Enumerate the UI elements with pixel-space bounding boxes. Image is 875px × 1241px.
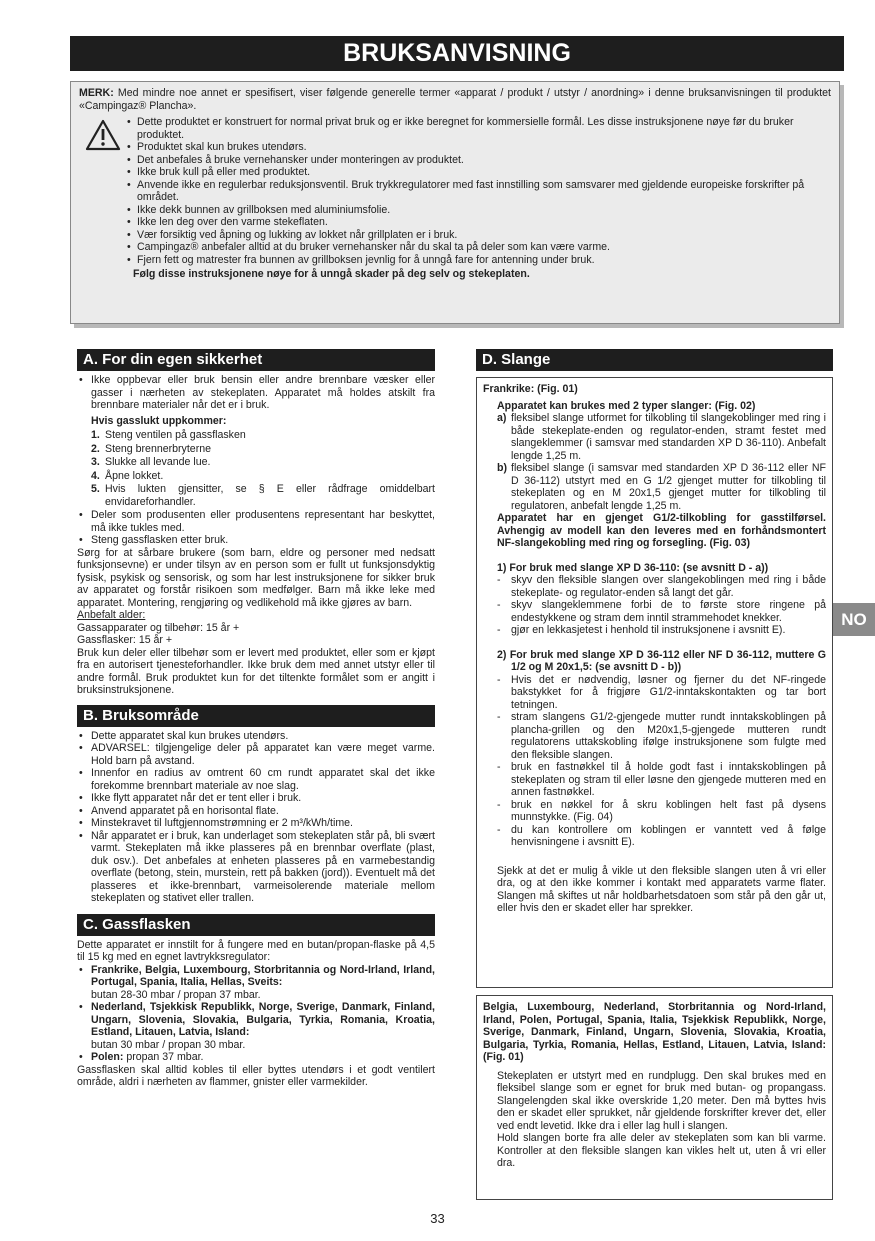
country-group-pressure: butan 30 mbar / propan 30 mbar. — [91, 1038, 246, 1051]
merk-item: • Produktet skal kun brukes utendørs. — [125, 141, 831, 154]
country-group-pressure: propan 37 mbar. — [123, 1051, 204, 1063]
section-a-heading: A. For din egen sikkerhet — [77, 349, 435, 371]
merk-item: • Det anbefales å bruke vernehansker under monteringen av produktet. — [125, 154, 831, 167]
step-text: Steng ventilen på gassflasken — [105, 429, 246, 441]
merk-item: • Ikke len deg over den varme stekeflaten. — [125, 216, 831, 229]
list-item: • Ikke flytt apparatet når det er tent eller i bruk. — [77, 792, 435, 805]
recommended-age-heading: Anbefalt alder: — [77, 609, 146, 621]
list-item: • ADVARSEL: tilgjengelige deler på apparatet kan være meget varme. Hold barn på avstand. — [77, 742, 435, 767]
section-c-heading: C. Gassflasken — [77, 914, 435, 936]
merk-notice-box — [70, 81, 840, 324]
hose-type-text: fleksibel slange utformet for tilkobling til slangekoblinger med ring i både stekeplate-enden og regulator-enden, stramt festet med slangeklemmer (i samsvar med standarden XP D 36-110). Anbefalt lengde 1,25 m. — [511, 412, 826, 462]
list-item: • Dette apparatet skal kun brukes utendørs. — [77, 730, 435, 743]
list-item: • Ikke oppbevar eller bruk bensin eller andre brennbare væsker eller gasser i nærheten av stekeplaten. Apparatet må holdes atskilt fra brennbare materialer når det er i bruk. — [77, 374, 435, 412]
thread-connection-note: Apparatet har en gjenget G1/2-tilkobling for gasstilførsel. Avhengig av modell kan den leveres med en forhåndsmontert NF-slangekobling med ring og forsegling. (Fig. 03) — [497, 512, 826, 549]
page-title: BRUKSANVISNING — [70, 36, 844, 71]
gas-smell-heading: Hvis gasslukt uppkommer: — [91, 414, 227, 427]
merk-item: • Anvende ikke en regulerbar reduksjonsventil. Bruk trykkregulatorer med fast innstilling som samsvarer med gjeldende europeiske forskrifter på området. — [125, 179, 831, 204]
merk-list — [125, 116, 831, 266]
hose-check-paragraph: Sjekk at det er mulig å vikle ut den fleksible slangen uten å vri eller dra, og at den ikke kommer i kontakt med apparatets varme flater. Slangen må skiftes ut når holdbarhetsdatoen som står på den går ut, eller hvis den er skadet eller har sprekker. — [497, 864, 826, 914]
step-text: Slukke all levande lue. — [105, 456, 211, 468]
other-countries-heading: Belgia, Luxembourg, Nederland, Storbritannia og Nord-Irland, Irland, Polen, Portugal, Spania, Italia, Tsjekkisk Republikk, Norge, Sverige, Danmark, Finland, Ungarn, Slovenia, Slovakia, Kroatia, Bulgaria, Tyrkia, Romania, Hellas, Estland, Litauen, Latvia, Island: (Fig. 01) — [483, 1001, 826, 1063]
hose-110-steps — [497, 574, 826, 637]
other-countries-paragraph-1: Stekeplaten er utstyrt med en rundplugg. Den skal brukes med en fleksibel slange som er egnet for bruk med butan- og propangass. Slangelengden skal ikke overskride 1,20 meter. Den må byttes hvis den er skadet eller sprukket, når gjeldende forskrifter krever det, eller ved endt levetid. Ikke dra i eller lag hull i slangen. — [497, 1069, 826, 1132]
cylinder-intro: Dette apparatet er innstilt for å fungere med en butan/propan-flaske på 4,5 til 15 kg med en egnet lavtrykksregulator: — [77, 938, 435, 963]
step-item — [91, 470, 435, 483]
section-d-heading: D. Slange — [476, 349, 833, 371]
warning-icon — [85, 118, 121, 152]
step-item — [91, 429, 435, 442]
hose-type-a — [497, 412, 826, 462]
list-item: - gjør en lekkasjetest i henhold til instruksjonene i avsnitt E). — [497, 624, 826, 637]
step-text: Åpne lokket. — [105, 469, 164, 482]
hose-type-label: b) — [497, 462, 507, 474]
list-item: - bruk en nøkkel for å skru koblingen helt fast på dysens munnstykke. (Fig. 04) — [497, 799, 826, 824]
section-b-list — [77, 730, 435, 905]
other-countries-box — [476, 995, 833, 1200]
section-a-list — [77, 374, 435, 412]
france-hose-box — [476, 377, 833, 988]
step-number: 3. — [91, 456, 100, 468]
merk-item: • Vær forsiktig ved åpning og lukking av lokket når grillplaten er i bruk. — [125, 229, 831, 242]
merk-item: • Dette produktet er konstruert for normal privat bruk og er ikke beregnet for kommersielle formål. Les disse instruksjonene nøye før du bruker produktet. — [125, 116, 831, 141]
age-gas-cylinders: Gassflasker: 15 år + — [77, 634, 173, 646]
hose-type-b — [497, 462, 826, 512]
country-group — [77, 1001, 435, 1051]
section-a-list-2 — [77, 509, 435, 547]
vulnerable-users-paragraph: Sørg for at sårbare brukere (som barn, eldre og personer med nedsatt funksjonsevne) er under tilsyn av en person som er fullt ut funksjonsdyktig fysisk, psykisk og sensorisk, og som har lest instruksjonene for sikker bruk av apparatet og forstår risikoen som medfølger. Barn må ikke leke med apparatet. Montering, rengjøring og vedlikehold må ikke gjøres av barn. — [77, 546, 435, 609]
step-text: Steng brennerbryterne — [105, 442, 212, 455]
country-group-pressure: butan 28-30 mbar / propan 37 mbar. — [91, 988, 261, 1001]
country-group — [77, 964, 435, 1002]
merk-final: Følg disse instruksjonene nøye for å unngå skader på deg selv og stekeplaten. — [133, 268, 530, 280]
list-item: - bruk en fastnøkkel til å holde godt fast i inntakskoblingen på stekeplaten og stram til eller løsne den gjengede mutteren med en annen fastnøkkel. — [497, 761, 826, 799]
section-b-heading: B. Bruksområde — [77, 705, 435, 727]
merk-item: • Ikke bruk kull på eller med produktet. — [125, 166, 831, 179]
list-item: - stram slangens G1/2-gjengede mutter rundt inntakskoblingen på plancha-grillen og den M20x1,5-gjengede mutteren rundt regulatorens uttakskobling ifølge instruksjonene som fulgte med den fleksible slangen. — [497, 711, 826, 761]
right-column — [476, 349, 833, 1200]
hose-type-label: a) — [497, 412, 507, 424]
step-item — [91, 443, 435, 456]
step-text: Hvis lukten gjensitter, se § E eller rådfrage omiddelbart envidareforhandler. — [105, 483, 435, 508]
list-item: • Anvend apparatet på en horisontal flate. — [77, 805, 435, 818]
france-heading: Frankrike: (Fig. 01) — [483, 383, 578, 395]
step-number: 5. — [91, 483, 100, 495]
country-group-names: Frankrike, Belgia, Luxembourg, Storbritannia og Nord-Irland, Irland, Portugal, Spania, Italia, Hellas, Sveits: — [91, 963, 435, 988]
other-countries-paragraph-2: Hold slangen borte fra alle deler av stekeplaten som kan bli varme. Kontroller at den fleksible slangen kan vikles helt ut, uten å vri eller dra. — [497, 1132, 826, 1169]
list-item: - skyv slangeklemmene forbi de to første store ringene på endestykkene og stram dem inntil strammehodet knekker. — [497, 599, 826, 624]
merk-item: • Campingaz® anbefaler alltid at du bruker vernehansker når du skal ta på deler som kan være varme. — [125, 241, 831, 254]
cylinder-outro: Gassflasken skal alltid kobles til eller byttes utendørs i et godt ventilert område, aldri i nærheten av flammer, gnister eller varmekilder. — [77, 1063, 435, 1088]
step-item — [91, 456, 435, 469]
list-item: • Minstekravet til luftgjennomstrømning er 2 m³/kWh/time. — [77, 817, 435, 830]
age-gas-appliances: Gassapparater og tilbehør: 15 år + — [77, 621, 240, 634]
step-item — [91, 483, 435, 508]
parts-paragraph: Bruk kun deler eller tilbehør som er levert med produktet, eller som er kjøpt fra en autorisert tjenesteforhandler. Ikke bruk dem med annet utstyr eller til andre formål. Bruk produktet kun for det tiltenkte formålet som er angitt i bruksinstruksjonene. — [77, 646, 435, 696]
list-item: - du kan kontrollere om koblingen er vanntett ved å følge henvisningene i avsnitt E). — [497, 824, 826, 849]
section-c-list — [77, 964, 435, 1064]
list-item: - skyv den fleksible slangen over slangekoblingen med ring i både stekeplate- og regulator-enden så langt det går. — [497, 574, 826, 599]
merk-item: • Ikke dekk bunnen av grillboksen med aluminiumsfolie. — [125, 204, 831, 217]
hose-types-list — [497, 412, 826, 512]
hose-types-heading: Apparatet kan brukes med 2 typer slanger: (Fig. 02) — [497, 399, 756, 412]
language-tab: NO — [833, 603, 875, 636]
merk-intro — [79, 87, 831, 112]
hose-112-steps — [497, 674, 826, 849]
country-group — [77, 1051, 435, 1064]
gas-steps — [91, 429, 435, 508]
merk-text: Med mindre noe annet er spesifisert, viser følgende generelle termer «apparat / produkt / utstyr / anordning» i denne bruksanvisningen til produktet «Campingaz® Plancha». — [79, 87, 831, 112]
list-item: • Når apparatet er i bruk, kan underlaget som stekeplaten står på, bli svært varmt. Stekeplaten må ikke plasseres på en brennbar overflate (plast, duk osv.). Det anbefales at enheten plasseres på en varmebestandig overflate (betong, stein, murstein, rett på bakken (jord)). Eventuelt må det plasseres et ikke-brennbart, varmeisolerende materiale mellom stekeplaten og stativet eller trallen. — [77, 830, 435, 905]
merk-label: MERK: — [79, 87, 114, 99]
left-column — [77, 349, 435, 1089]
page-number: 33 — [430, 1211, 445, 1226]
list-item: • Innenfor en radius av omtrent 60 cm rundt apparatet skal det ikke forekomme brennbart materiale av noe slag. — [77, 767, 435, 792]
list-item: - Hvis det er nødvendig, løsner og fjerner du det NF-ringede bakstykket for å frigjøre G1/2-inntakskontakten og tar bort tetningen. — [497, 674, 826, 712]
merk-item: • Fjern fett og matrester fra bunnen av grillboksen jevnlig for å unngå fare for antenning under bruk. — [125, 254, 831, 267]
step-number: 4. — [91, 469, 100, 482]
step-number: 1. — [91, 429, 100, 441]
step-number: 2. — [91, 442, 100, 455]
hose-112-heading: 2) For bruk med slange XP D 36-112 eller NF D 36-112, muttere G 1/2 og M 20x1,5: (se avsnitt D - b)) — [497, 648, 826, 673]
country-group-names: Polen: — [91, 1051, 124, 1063]
country-group-names: Nederland, Tsjekkisk Republikk, Norge, Sverige, Danmark, Finland, Ungarn, Slovenia, Slovakia, Bulgaria, Tyrkia, Romania, Kroatia, Estland, Litauen, Latvia, Island: — [91, 1001, 435, 1038]
list-item: • Steng gassflasken etter bruk. — [77, 534, 435, 547]
hose-110-heading: 1) For bruk med slange XP D 36-110: (se avsnitt D - a)) — [497, 561, 769, 574]
list-item: • Deler som produsenten eller produsentens representant har beskyttet, må ikke tukles med. — [77, 509, 435, 534]
hose-type-text: fleksibel slange (i samsvar med standarden XP D 36-112 eller NF D 36-112) utstyrt med en G 1/2 gjenget mutter for tilkobling til stekeplaten og en M 20x1,5 gjenget mutter for tilkobling til regulatoren, anbefalt lengde 1,25 m. — [511, 462, 826, 512]
